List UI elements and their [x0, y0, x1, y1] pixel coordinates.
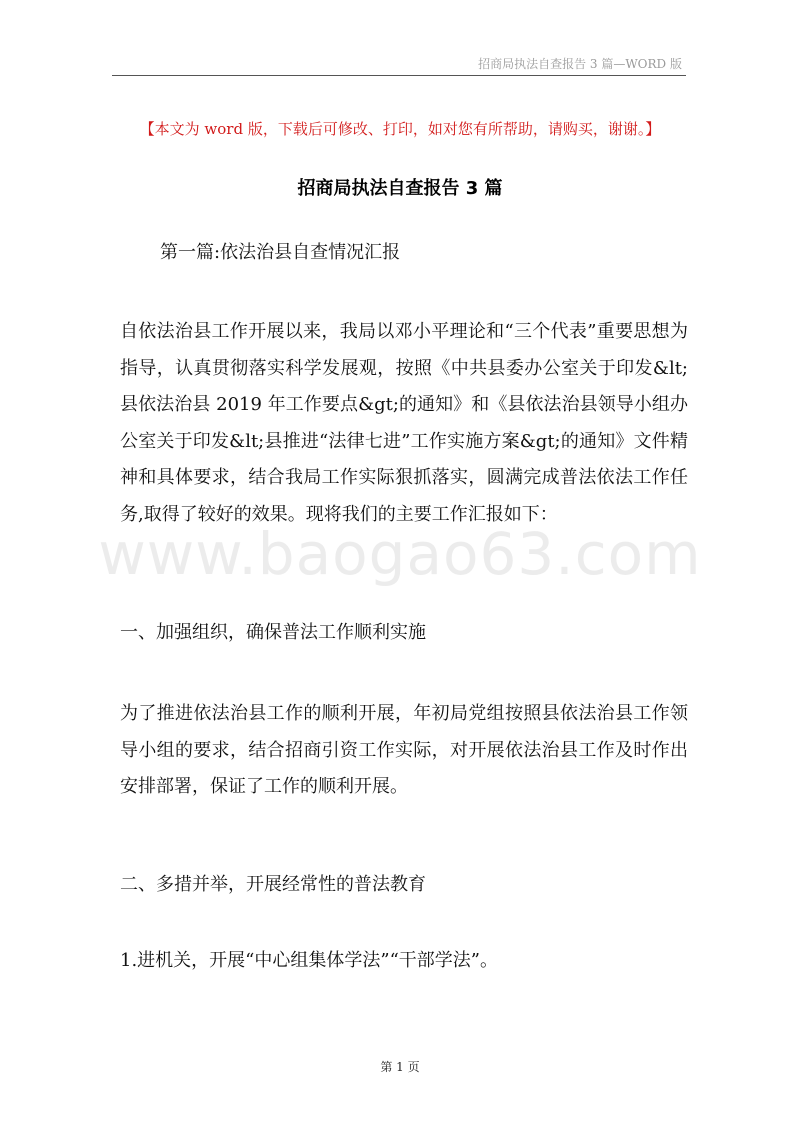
part-subtitle: 第一篇:依法治县自查情况汇报 [160, 242, 401, 263]
section-heading-1: 一、加强组织，确保普法工作顺利实施 [120, 622, 426, 643]
section-1-paragraph: 为了推进依法治县工作的顺利开展，年初局党组按照县依法治县工作领导小组的要求，结合招商引资工作实际，对开展依法治县工作及时作出安排部署，保证了工作的顺利开展。 [120, 703, 688, 797]
page-number: 第 1 页 [380, 1060, 420, 1074]
section-heading-2: 二、多措并举，开展经常性的普法教育 [120, 874, 426, 895]
document-title: 招商局执法自查报告 3 篇 [297, 178, 503, 199]
header-divider [112, 75, 686, 76]
list-item-1: 1.进机关，开展“中心组集体学法”“干部学法”。 [120, 950, 498, 971]
purchase-notice: 【本文为 word 版，下载后可修改、打印，如对您有所帮助，请购买，谢谢。】 [139, 120, 661, 138]
running-header: 招商局执法自查报告 3 篇—WORD 版 [478, 57, 682, 71]
watermark: www.baogao63.com [98, 520, 702, 588]
intro-paragraph: 自依法治县工作开展以来，我局以邓小平理论和“三个代表”重要思想为指导，认真贯彻落实科学发展观，按照《中共县委办公室关于印发&lt;县依法治县 2019 年工作要点&gt;的通知》和《县依法治县领导小组办公室关于印发&lt;县推进“法律七进”工作实施方案&gt;的通知》文件精神和具体要求，结合我局工作实际狠抓落实，圆满完成普法依法工作任务,取得了较好的效果。现将我们的主要工作汇报如下： [120, 321, 688, 525]
